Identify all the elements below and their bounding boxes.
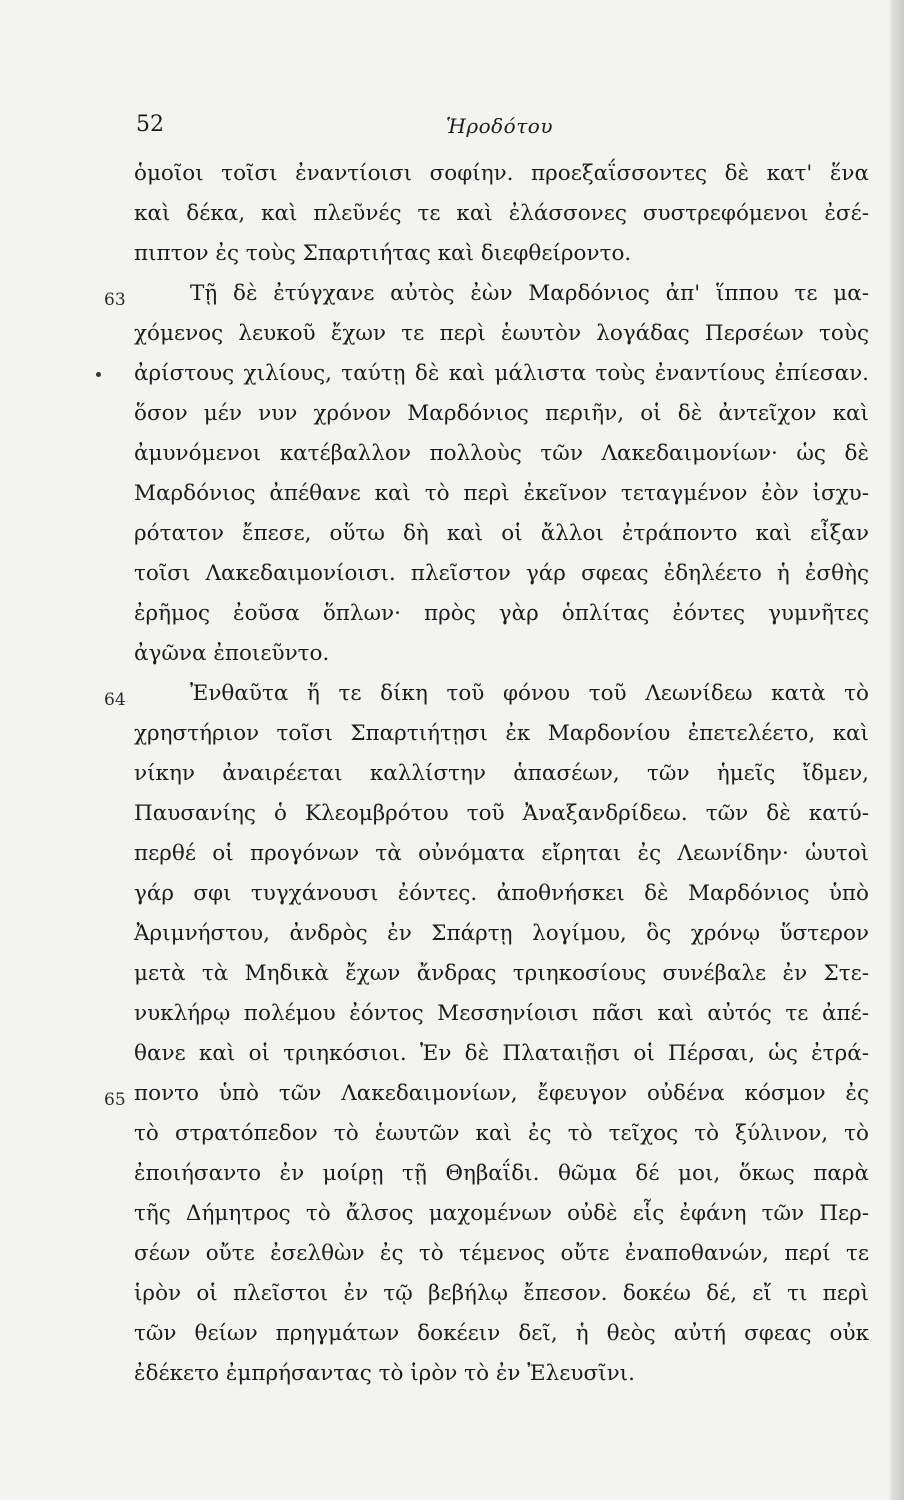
text-line: Ἐνθαῦτα ἥ τε δίκη τοῦ φόνου τοῦ Λεωνίδεω κατὰ τὸ	[190, 681, 869, 706]
text-line: χόμενος λευκοῦ ἔχων τε περὶ ἑωυτὸν λογάδας Περσέων τοὺς	[134, 321, 869, 346]
text-line: ἀγῶνα ἐποιεῦντο.	[134, 641, 330, 666]
page-number: 52	[136, 112, 164, 137]
text-line: ἐποιήσαντο ἐν μοίρῃ τῇ Θηβαΐδι. θῶμα δέ μοι, ὅκως παρὰ	[134, 1161, 869, 1186]
text-line: Τῇ δὲ ἐτύγχανε αὐτὸς ἐὼν Μαρδόνιος ἀπ' ἵππου τε μα-	[190, 281, 869, 306]
text-line: ρότατον ἔπεσε, οὕτω δὴ καὶ οἱ ἄλλοι ἐτράποντο καὶ εἶξαν	[134, 521, 869, 546]
text-line: χρηστήριον τοῖσι Σπαρτιήτῃσι ἐκ Μαρδονίου ἐπετελέετο, καὶ	[134, 721, 869, 746]
text-line: ὁμοῖοι τοῖσι ἐναντίοισι σοφίην. προεξαΐσσοντες δὲ κατ' ἕνα	[134, 161, 869, 186]
chapter-number-64: 64	[104, 690, 126, 710]
text-line: Ἀριμνήστου, ἀνδρὸς ἐν Σπάρτῃ λογίμου, ὃς χρόνῳ ὕστερον	[134, 921, 869, 946]
text-line: περθέ οἱ προγόνων τὰ οὐνόματα εἴρηται ἐς Λεωνίδην· ὡυτοὶ	[134, 841, 869, 866]
page-header	[0, 108, 904, 148]
page-edge	[890, 0, 904, 1500]
text-line: καὶ δέκα, καὶ πλεῦνές τε καὶ ἐλάσσονες συστρεφόμενοι ἐσέ-	[134, 201, 869, 226]
text-line: ὅσον μέν νυν χρόνον Μαρδόνιος περιῆν, οἱ δὲ ἀντεῖχον καὶ	[134, 401, 869, 426]
text-line: ποντο ὑπὸ τῶν Λακεδαιμονίων, ἔφευγον οὐδένα κόσμον ἐς	[134, 1081, 869, 1106]
text-line: νυκλήρῳ πολέμου ἐόντος Μεσσηνίοισι πᾶσι καὶ αὐτός τε ἀπέ-	[134, 1001, 869, 1026]
running-title: Ἡροδότου	[446, 114, 553, 138]
text-line: ἀμυνόμενοι κατέβαλλον πολλοὺς τῶν Λακεδαιμονίων· ὡς δὲ	[134, 441, 869, 466]
chapter-number-65: 65	[104, 1090, 126, 1110]
text-line: Παυσανίης ὁ Κλεομβρότου τοῦ Ἀναξανδρίδεω. τῶν δὲ κατύ-	[134, 801, 869, 826]
text-line: ἀρίστους χιλίους, ταύτῃ δὲ καὶ μάλιστα τοὺς ἐναντίους ἐπίεσαν.	[134, 361, 869, 386]
text-line: ἱρὸν οἱ πλεῖστοι ἐν τῷ βεβήλῳ ἔπεσον. δοκέω δέ, εἴ τι περὶ	[134, 1281, 869, 1306]
text-line: ἐδέκετο ἐμπρήσαντας τὸ ἱρὸν τὸ ἐν Ἐλευσῖνι.	[134, 1361, 635, 1386]
text-line: σέων οὔτε ἐσελθὼν ἐς τὸ τέμενος οὔτε ἐναποθανών, περί τε	[134, 1241, 869, 1266]
text-line: γάρ σφι τυγχάνουσι ἐόντες. ἀποθνήσκει δὲ Μαρδόνιος ὑπὸ	[134, 881, 869, 906]
text-line: ἐρῆμος ἐοῦσα ὅπλων· πρὸς γὰρ ὁπλίτας ἐόντες γυμνῆτες	[134, 601, 869, 626]
text-line: νίκην ἀναιρέεται καλλίστην ἁπασέων, τῶν ἡμεῖς ἴδμεν,	[134, 761, 869, 786]
text-line: Μαρδόνιος ἀπέθανε καὶ τὸ περὶ ἐκεῖνον τεταγμένον ἐὸν ἰσχυ-	[134, 481, 869, 506]
text-line: θανε καὶ οἱ τριηκόσιοι. Ἐν δὲ Πλαταιῇσι οἱ Πέρσαι, ὡς ἐτρά-	[134, 1041, 869, 1066]
text-line: μετὰ τὰ Μηδικὰ ἔχων ἄνδρας τριηκοσίους συνέβαλε ἐν Στε-	[134, 961, 869, 986]
text-line: τοῖσι Λακεδαιμονίοισι. πλεῖστον γάρ σφεας ἐδηλέετο ἡ ἐσθὴς	[134, 561, 869, 586]
text-line: τὸ στρατόπεδον τὸ ἑωυτῶν καὶ ἐς τὸ τεῖχος τὸ ξύλινον, τὸ	[134, 1121, 869, 1146]
text-line: τῆς Δήμητρος τὸ ἄλσος μαχομένων οὐδὲ εἷς ἐφάνη τῶν Περ-	[134, 1201, 869, 1226]
ink-dot-mark	[96, 372, 101, 377]
chapter-number-63: 63	[104, 290, 126, 310]
text-line: πιπτον ἐς τοὺς Σπαρτιήτας καὶ διεφθείροντο.	[134, 241, 632, 266]
text-line: τῶν θείων πρηγμάτων δοκέειν δεῖ, ἡ θεὸς αὐτή σφεας οὐκ	[134, 1321, 869, 1346]
